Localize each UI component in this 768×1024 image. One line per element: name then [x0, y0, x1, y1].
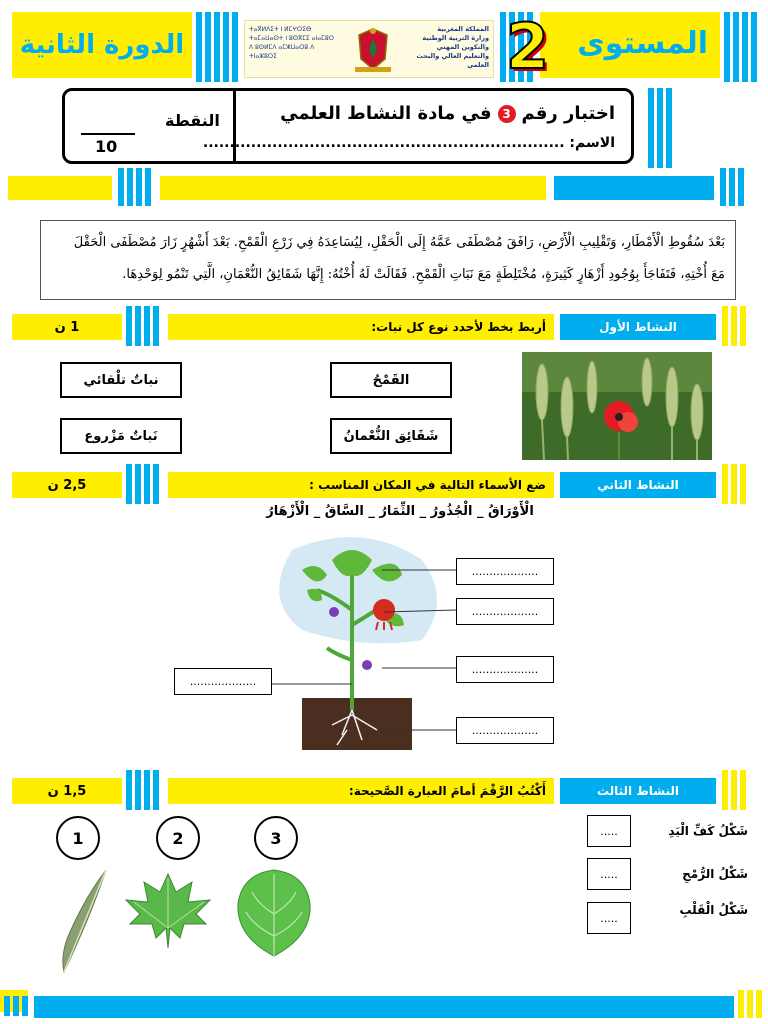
separator-stripes-left: [118, 168, 151, 206]
side-stripes-right: [648, 88, 672, 168]
separator-stripes-right: [720, 168, 744, 206]
label-box-5[interactable]: ...................: [174, 668, 272, 695]
activity1-stripes-right: [722, 306, 746, 346]
answer-box-2[interactable]: .....: [587, 858, 631, 890]
label-box-2[interactable]: ...................: [456, 598, 554, 625]
poppy-label: شَقَائِق النُّعْمانُ: [343, 428, 439, 444]
header-stripes-left: [196, 12, 238, 82]
exam-title-box: [62, 88, 634, 164]
activity3-label: النشاط الثالث: [596, 784, 680, 798]
activity1-label-bar: [560, 314, 716, 340]
footer-stripes-left: [4, 996, 28, 1016]
exam-title-post: في مادة النشاط العلمي: [280, 103, 492, 124]
leaf-number-2: [156, 816, 200, 860]
separator-yellow-left: [8, 176, 112, 200]
logo-tifinagh-3: ⴷ ⵓⵙⵍⵎⴷ ⴰⵎⵣⵡⴰⵔⵓ ⴷ ⵜⵏⴰⵣⵓⵔⵉ: [249, 44, 315, 60]
student-name-field[interactable]: الاسم: ....................................................................: [202, 135, 615, 151]
exam-number-badge: [498, 105, 516, 123]
score-underline: [81, 133, 135, 135]
shape-hand: شَكْلُ كَفِّ الْيَدِ: [668, 824, 748, 838]
leaf-number-2-text: 2: [172, 828, 184, 848]
activity2-label: النشاط الثاني: [597, 478, 679, 492]
header-stripes-far-right: [724, 12, 757, 82]
score-label: النقطة: [165, 111, 220, 130]
answer-box-1[interactable]: .....: [587, 815, 631, 847]
activity3-points-bar: [12, 778, 122, 804]
activity2-instruction-bar: [168, 472, 554, 498]
activity3-points: 1,5 ن: [47, 783, 87, 799]
wheat-label: القَمْحُ: [372, 372, 410, 388]
coat-of-arms-icon: [351, 25, 395, 75]
score-total: 10: [95, 137, 118, 156]
activity3-label-bar: [560, 778, 716, 804]
session-title: الدورة الثانية: [19, 30, 185, 60]
activity2-instruction: ضع الأسماء التالية في المكان المناسب :: [309, 478, 546, 492]
answer-box-3[interactable]: .....: [587, 902, 631, 934]
activity3-instruction-bar: [168, 778, 554, 804]
exam-number: 3: [502, 106, 511, 121]
wheat-poppy-photo: [522, 352, 712, 460]
spontaneous-plant-box[interactable]: [60, 362, 182, 398]
footer-stripes-right: [738, 990, 762, 1018]
spontaneous-plant-label: نباتٌ تلْقائي: [83, 372, 159, 388]
logo-tifinagh-2: ⵜⴰⵎⴰⵡⴰⵙⵜ ⵏ ⵓⵙⴳⵎⵉ ⴰⵏⴰⵎⵓⵔ: [249, 35, 335, 42]
plant-parts-word-list: الْأَوْرَاقُ _ الْجُذُورُ _ الثِّمَارُ _ السَّاقُ _ الْأَزْهَارُ: [266, 504, 534, 519]
leaf-number-3: [254, 816, 298, 860]
label-box-4[interactable]: ...................: [456, 717, 554, 744]
poppy-box[interactable]: [330, 418, 452, 454]
separator-blue-right: [554, 176, 714, 200]
level-banner: [540, 12, 720, 78]
logo-ar-2: وزارة التربية الوطنية والتكوين المهني: [422, 34, 489, 51]
activity1-instruction-bar: [168, 314, 554, 340]
exam-title-pre: اختبار رقم: [521, 103, 615, 124]
activity2-label-bar: [560, 472, 716, 498]
cultivated-plant-label: نَباتٌ مَزْروع: [84, 428, 158, 444]
leaf-number-1: [56, 816, 100, 860]
label-box-1[interactable]: ...................: [456, 558, 554, 585]
activity3-instruction: أَكْتُبُ الرَّقْمَ أمامَ العبارة الصَّحيحة:: [348, 784, 546, 798]
shape-heart: شَكْلُ الْقَلْبِ: [679, 903, 748, 917]
activity1-label: النشاط الأول: [599, 320, 677, 334]
footer-blue-bar: [34, 996, 734, 1018]
activity1-stripes: [126, 306, 159, 346]
logo-ar-1: المملكة المغربية: [437, 25, 489, 33]
palm-leaf-icon: [120, 868, 216, 952]
leaf-number-3-text: 3: [270, 828, 282, 848]
ministry-logo: [244, 20, 494, 78]
wheat-box[interactable]: [330, 362, 452, 398]
plant-diagram: [262, 530, 462, 760]
logo-tifinagh-1: ⵜⴰⴳⵍⴷⵉⵜ ⵏ ⵍⵎⵖⵔⵉⴱ: [249, 26, 312, 33]
leaf-number-1-text: 1: [72, 828, 84, 848]
activity1-points-bar: [12, 314, 122, 340]
shape-spear: شَكْلُ الرُّمْحِ: [682, 867, 748, 881]
activity3-stripes: [126, 770, 159, 810]
label-box-3[interactable]: ...................: [456, 656, 554, 683]
activity2-points: 2,5 ن: [47, 477, 87, 493]
level-number: 2: [506, 10, 550, 83]
separator-yellow-mid: [160, 176, 546, 200]
heart-leaf-icon: [232, 866, 316, 962]
activity2-stripes-right: [722, 464, 746, 504]
story-line-1: بَعْدَ سُقُوطِ الْأَمْطَارِ، وَتَقْلِيبِ الْأَرْضِ، رَافَقَ مُصْطَفَى عَمَّهُ إِلَى الْحَقْلِ، لِيُسَاعِدَهُ فِي زَرْعِ الْقَمْحِ. بَعْدَ أَشْهُرٍ زَارَ مُصْطَفَى الْحَقْلَ: [73, 235, 725, 250]
level-word: المستوى: [577, 26, 708, 61]
lance-leaf-icon: [56, 866, 112, 976]
activity1-points: 1 ن: [54, 319, 80, 335]
story-line-2: مَعَ أُخْتِهِ، فَتَفَاجَأَ بِوُجُودِ أَزْهَارٍ كَثِيرَةٍ، مُخْتَلِطَةٍ مَعَ نَبَاتِ الْقَمْحِ. فَقَالَتْ لَهُ أُخْتُهُ: إِنَّهَا شَقَائِقُ النُّعْمَانِ، الَّتِي تَنْمُو لِوَحْدِهَا.: [122, 267, 725, 282]
activity2-stripes: [126, 464, 159, 504]
activity2-points-bar: [12, 472, 122, 498]
activity1-instruction: أربط بخط لأحدد نوع كل نبات:: [371, 320, 546, 334]
story-text-box: [40, 220, 736, 300]
cultivated-plant-box[interactable]: [60, 418, 182, 454]
session-banner: [12, 12, 192, 78]
activity3-stripes-right: [722, 770, 746, 810]
logo-ar-3: والتعليم العالي والبحث العلمي: [416, 52, 489, 69]
